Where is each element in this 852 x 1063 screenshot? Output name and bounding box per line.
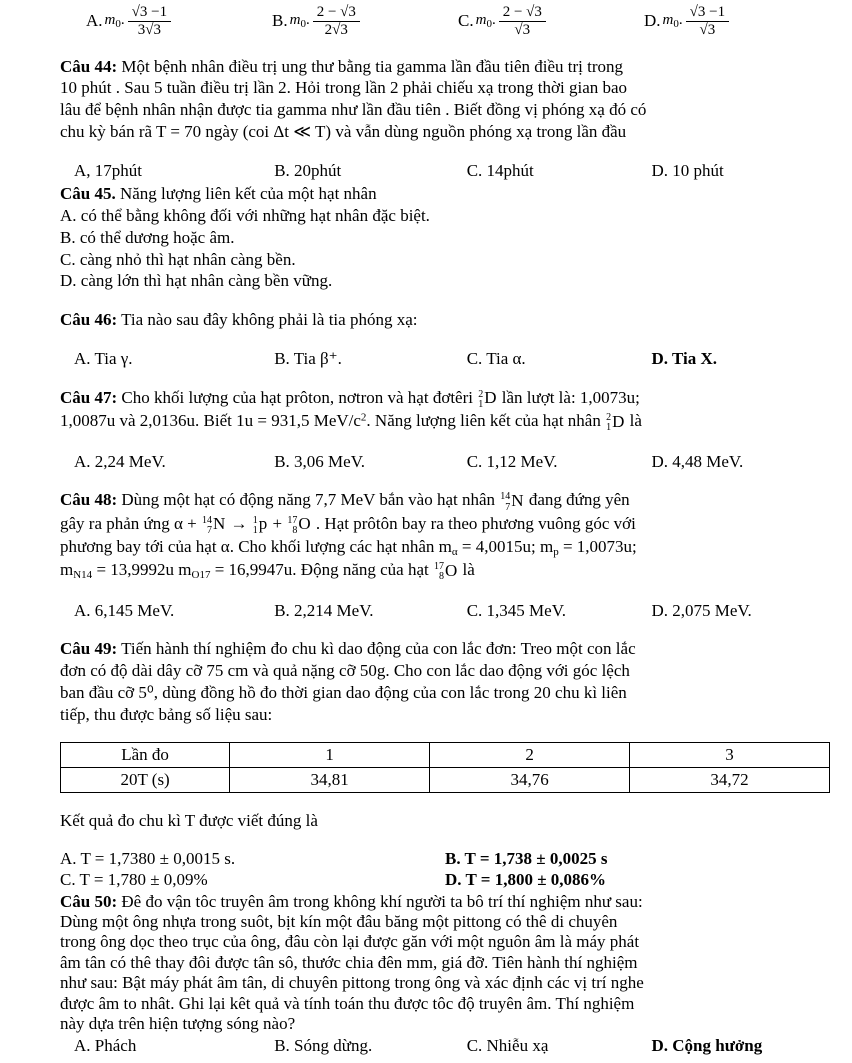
q45-option-c[interactable]: C. càng nhỏ thì hạt nhân càng bền. [60, 249, 296, 269]
q49-option-a[interactable]: A. T = 1,7380 ± 0,0015 s. [60, 848, 236, 868]
question-50-line-4: âm tân có thê thay đôi được tân sô, thước chia đên mm, giá đỡ. Tiên hành thí nghiệm [60, 952, 638, 972]
q49-option-b[interactable]: B. T = 1,738 ± 0,0025 s [445, 848, 608, 868]
top-answer-option-b[interactable] [272, 4, 458, 39]
mass-symbol-c: $m_0$. [475, 12, 496, 31]
fraction-numerator-c: 2 − √3 [499, 4, 546, 22]
question-49-number: Câu 49: [60, 639, 118, 659]
q48-option-c[interactable]: C. 1,345 MeV. [466, 600, 567, 620]
question-47-line-2c: là [629, 411, 642, 431]
question-49-line-1: Tiến hành thí nghiệm đo chu kì dao động của con lắc đơn: Treo một con lắc [121, 639, 636, 659]
subscript-o17: O17 [191, 568, 211, 581]
question-48-line-1a: Dùng một hạt có động năng 7,7 MeV bắn vào hạt nhân [121, 490, 496, 510]
nuclide-nitrogen-14-b: 14 7 N [202, 514, 226, 537]
subscript-p: p [553, 545, 559, 558]
exponent-2: 2 [360, 411, 367, 424]
q46-option-a[interactable]: A. Tia γ. [74, 348, 133, 368]
question-45 [60, 183, 830, 292]
mass-symbol-d: $m_0$. [662, 12, 683, 31]
question-49-line-2: đơn có độ dài dây cỡ 75 cm và quả nặng cỡ 50g. Cho con lắc dao động với góc lệch [60, 661, 630, 681]
question-48-line-4a: m [60, 560, 74, 580]
question-48-number: Câu 48: [60, 490, 118, 510]
subscript-alpha: α [451, 545, 458, 558]
table-header-2: 2 [430, 743, 630, 768]
question-45-title: Năng lượng liên kết của một hạt nhân [119, 184, 377, 204]
top-answer-row [60, 4, 830, 39]
q45-option-b[interactable]: B. có thể dương hoặc âm. [60, 227, 235, 247]
reaction-arrow: → [230, 513, 248, 533]
table-cell-3: 34,72 [630, 768, 830, 793]
table-header-trial: Lần đo [61, 743, 230, 768]
fraction-denominator-c: √3 [514, 21, 531, 38]
question-47-number: Câu 47: [60, 387, 118, 407]
q47-option-c[interactable]: C. 1,12 MeV. [466, 451, 558, 471]
question-44-text [60, 56, 830, 143]
question-49-options-row-1 [60, 849, 830, 869]
mass-symbol-a: $m_0$. [104, 12, 125, 31]
question-49-text [60, 638, 830, 725]
question-48-line-2b: . Hạt prôtôn bay ra theo phương vuông góc với [315, 513, 636, 533]
question-50-line-6: được âm to nhât. Ghi lại kêt quả và tính toán thu được tôc độ truyên âm. Thí nghiệm [60, 993, 635, 1013]
question-50-line-5: như sau: Bật máy phát âm tân, di chuyên pittong trong ông và xác định các vị trí nghe [60, 973, 644, 993]
question-44-number: Câu 44: [60, 56, 118, 76]
q50-option-b[interactable]: B. Sóng dừng. [274, 1036, 373, 1056]
q47-option-a[interactable]: A. 2,24 MeV. [74, 451, 166, 471]
q50-option-d[interactable]: D. Cộng hưởng [651, 1036, 763, 1056]
fraction-a [128, 4, 171, 39]
question-46 [60, 309, 830, 370]
nuclide-deuterium-1: 2 1 D [478, 388, 497, 410]
question-46-text [60, 309, 830, 331]
question-46-options [60, 348, 830, 370]
question-47-line-1b: lần lượt là: 1,0073u; [501, 387, 640, 407]
question-49-line-4: tiếp, thu được bảng số liệu sau: [60, 704, 273, 724]
fraction-numerator-a: √3 −1 [128, 4, 171, 22]
q46-option-b[interactable]: B. Tia β⁺. [274, 348, 342, 368]
table-cell-2: 34,76 [430, 768, 630, 793]
question-47-line-2a: 1,0087u và 2,0136u. Biết 1u = 931,5 MeV/c [60, 411, 361, 431]
q46-option-c[interactable]: C. Tia α. [466, 348, 526, 368]
question-47-line-2b: . Năng lượng liên kết của hạt nhân [366, 411, 601, 431]
table-row-header [61, 743, 830, 768]
top-answer-option-c[interactable] [458, 4, 644, 39]
question-48-line-4d: là [462, 560, 475, 580]
q49-option-c[interactable]: C. T = 1,780 ± 0,09% [60, 869, 208, 889]
question-50-line-7: này dựa trên hiện tượng sóng nào? [60, 1013, 296, 1033]
measurement-table [60, 742, 830, 793]
fraction-denominator-a: 3√3 [137, 21, 161, 38]
fraction-denominator-b: 2√3 [324, 21, 348, 38]
reaction-plus: + [272, 513, 283, 533]
question-48 [60, 489, 830, 621]
nuclide-oxygen-17-b: 17 8 O [433, 560, 458, 583]
nuclide-oxygen-17: 17 8 O [287, 514, 311, 537]
question-49-options-row-2 [60, 870, 830, 890]
q48-option-a[interactable]: A. 6,145 MeV. [74, 600, 175, 620]
question-46-title: Tia nào sau đây không phải là tia phóng xạ: [121, 310, 418, 330]
question-44-line-3: lâu để bệnh nhân nhận được tia gamma như lần đầu tiên . Biết đồng vị phóng xạ đó có [60, 100, 647, 120]
question-50-text [60, 892, 830, 1035]
question-49 [60, 638, 830, 889]
question-47-line-1a: Cho khối lượng của hạt prôton, nơtron và hạt đơtêri [121, 387, 473, 407]
nuclide-nitrogen-14: 14 7 N [500, 491, 524, 513]
q44-option-c[interactable]: C. 14phút [466, 160, 534, 180]
question-50-line-3: trong ông dọc theo trục của ông, đâu còn lại được găn với một nguôn âm là máy phát [60, 932, 640, 952]
question-48-options [60, 600, 830, 622]
q45-option-a[interactable]: A. có thể bằng không đối với những hạt nhân đặc biệt. [60, 206, 430, 226]
q44-option-b[interactable]: B. 20phút [274, 160, 342, 180]
table-header-1: 1 [230, 743, 430, 768]
question-47-options [60, 451, 830, 473]
top-answer-option-d[interactable] [644, 4, 830, 39]
fraction-c [499, 4, 546, 39]
option-label-a: A. [86, 11, 103, 31]
q44-option-d[interactable]: D. 10 phút [651, 160, 724, 180]
q46-option-d[interactable]: D. Tia X. [651, 348, 717, 368]
fraction-numerator-d: √3 −1 [686, 4, 729, 22]
question-48-line-2a: gây ra phản ứng α + [60, 513, 197, 533]
q44-option-a[interactable]: A, 17phút [74, 160, 142, 180]
question-49-result-prompt: Kết quả đo chu kì T được viết đúng là [60, 810, 318, 830]
question-46-number: Câu 46: [60, 310, 118, 330]
q47-option-d[interactable]: D. 4,48 MeV. [651, 451, 744, 471]
question-50-options [60, 1035, 830, 1057]
question-49-line-3: ban đầu cỡ 5⁰, dùng đồng hồ đo thời gian dao động của con lắc trong 20 chu kì liên [60, 682, 627, 702]
question-50 [60, 892, 830, 1057]
fraction-denominator-d: √3 [699, 21, 716, 38]
table-cell-label: 20T (s) [61, 768, 230, 793]
question-44-line-2: 10 phút . Sau 5 tuần điều trị lần 2. Hỏi trong lần 2 phải chiếu xạ trong thời gian bao [60, 78, 628, 98]
question-44-options [60, 160, 830, 182]
question-50-line-1: Đê đo vận tôc truyên âm trong không khí người ta bô trí thí nghiệm như sau: [121, 891, 643, 911]
q45-option-d[interactable]: D. càng lớn thì hạt nhân càng bền vững. [60, 271, 333, 291]
option-label-d: D. [644, 11, 661, 31]
question-48-line-3b: = 4,0015u; m [457, 537, 554, 557]
question-44-line-4: chu kỳ bán rã T = 70 ngày (coi Δt ≪ T) và vẫn dùng nguồn phóng xạ trong lần đầu [60, 121, 627, 141]
subscript-n14: N14 [73, 568, 93, 581]
question-47-text [60, 387, 830, 434]
fraction-numerator-b: 2 − √3 [313, 4, 360, 22]
question-48-line-1b: đang đứng yên [528, 490, 630, 510]
question-50-number: Câu 50: [60, 891, 118, 911]
nuclide-proton: 1 1 p [252, 514, 268, 537]
q47-option-b[interactable]: B. 3,06 MeV. [274, 451, 366, 471]
top-answer-option-a[interactable] [86, 4, 272, 39]
option-label-b: B. [272, 11, 288, 31]
question-45-number: Câu 45. [60, 184, 116, 204]
q48-option-d[interactable]: D. 2,075 MeV. [651, 600, 752, 620]
question-45-text [60, 183, 830, 205]
option-label-c: C. [458, 11, 474, 31]
question-44-line-1: Một bệnh nhân điều trị ung thư bằng tia gamma lần đầu tiên điều trị trong [121, 56, 624, 76]
question-48-text [60, 489, 830, 582]
q50-option-c[interactable]: C. Nhiễu xạ [466, 1036, 549, 1056]
q50-option-a[interactable]: A. Phách [74, 1036, 137, 1056]
nuclide-deuterium-2: 2 1 D [606, 411, 625, 434]
table-cell-1: 34,81 [230, 768, 430, 793]
question-48-line-4b: = 13,9992u m [92, 560, 192, 580]
question-48-line-3a: phương bay tới của hạt α. Cho khối lượng các hạt nhân m [60, 537, 452, 557]
fraction-d [686, 4, 729, 39]
q49-option-d[interactable]: D. T = 1,800 ± 0,086% [445, 869, 607, 889]
question-50-line-2: Dùng một ông nhựa trong suôt, bịt kín một đâu băng một pittong có thê di chuyên [60, 912, 618, 931]
question-47 [60, 387, 830, 473]
mass-symbol-b: $m_0$. [289, 12, 310, 31]
question-48-line-4c: = 16,9947u. Động năng của hạt [210, 560, 429, 580]
q48-option-b[interactable]: B. 2,214 MeV. [274, 600, 374, 620]
question-44 [60, 56, 830, 182]
table-row [61, 768, 830, 793]
question-48-line-3c: = 1,0073u; [558, 537, 637, 557]
table-header-3: 3 [630, 743, 830, 768]
fraction-b [313, 4, 360, 39]
